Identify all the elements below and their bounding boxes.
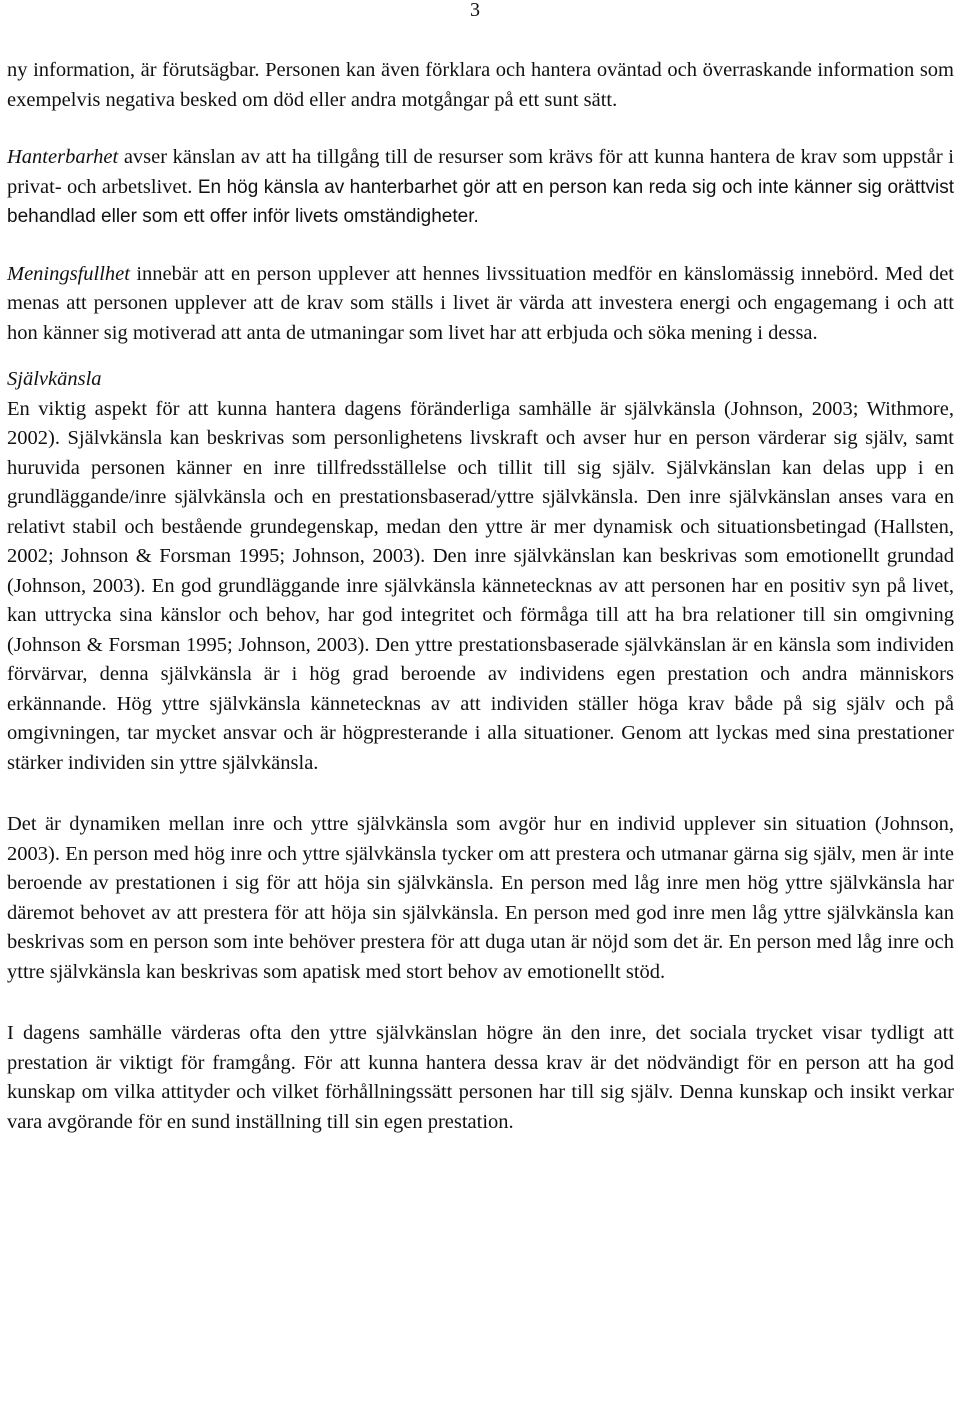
paragraph-hanterbarhet-sans-text: En hög känsla av hanterbarhet gör att en person kan reda sig och inte känner sig orättvist behandlad eller som ett offer inför livets omständigheter. bbox=[7, 176, 954, 227]
paragraph-hanterbarhet bbox=[7, 143, 954, 232]
section-heading-sjalvkansla: Självkänsla bbox=[7, 368, 102, 390]
term-hanterbarhet: Hanterbarhet bbox=[7, 146, 119, 168]
page-number: 3 bbox=[470, 0, 480, 21]
term-meningsfullhet: Meningsfullhet bbox=[7, 262, 130, 285]
paragraph-dynamik: Det är dynamiken mellan inre och yttre självkänsla som avgör hur en individ upplever sin situation (Johnson, 2003). En person med hög inre och yttre självkänsla tycker om att prestera och utmanar gärna sig själv, men är inte beroende av prestationen i sig för att höja sin självkänsla. En person med låg inre men hög yttre självkänsla har däremot behovet av att prestera för att höja sin självkänsla. En person med god inre men låg yttre självkänsla kan beskrivas som en person som inte behöver prestera för att duga utan är nöjd som det är. En person med låg inre och yttre självkänsla kan beskrivas som apatisk med stort behov av emotionellt stöd. bbox=[7, 813, 954, 983]
paragraph-sjalvkansla: En viktig aspekt för att kunna hantera dagens föränderliga samhälle är självkänsla (Johnson, 2003; Withmore, 2002). Självkänsla kan beskrivas som personlighetens livskraft och avser hur en person värderar sig själv, samt huruvida personen känner en inre tillfredsställelse och tillit till sig själv. Självkänslan kan delas upp i en grundläggande/inre självkänsla och en prestationsbaserad/yttre självkänsla. Den inre självkänslan anses vara en relativt stabil och bestående grundegenskap, medan den yttre är mer dynamisk och situationsbetingad (Hallsten, 2002; Johnson & Forsman 1995; Johnson, 2003). Den inre självkänslan kan beskrivas som emotionellt grundad (Johnson, 2003). En god grundläggande inre självkänsla kännetecknas av att personen har en positiv syn på livet, kan uttrycka sina känslor och behov, har god integritet och förmåga till att ha bra relationer till sin omgivning (Johnson & Forsman 1995; Johnson, 2003). Den yttre prestationsbaserade självkänslan är en känsla som individen förvärvar, denna självkänsla är i hög grad beroende av individens egen prestation och andra människors erkännande. Hög yttre självkänsla kännetecknas av att individen ställer höga krav både på sig själv och på omgivningen, tar mycket ansvar och är högpresterande i alla situationer. Genom att lyckas med sina prestationer stärker individen sin yttre självkänsla. bbox=[7, 397, 954, 774]
paragraph-hanterbarhet-text: avser känslan av att ha tillgång till de resurser som krävs för att kunna hantera de krav som uppstår i privat- och arbetslivet. bbox=[7, 146, 954, 198]
document-body bbox=[7, 56, 954, 1137]
paragraph-information: ny information, är förutsägbar. Personen kan även förklara och hantera oväntad och överraskande information som exempelvis negativa besked om död eller andra motgångar på ett sunt sätt. bbox=[7, 59, 954, 111]
paragraph-meningsfullhet-text: innebär att en person upplever att hennes livssituation medför en känslomässig innebörd. Med det menas att personen upplever att de krav som ställs i livet är värda att investera energi och engagemang i och att hon känner sig motiverad att anta de utmaningar som livet har att erbjuda och söka mening i dessa. bbox=[7, 262, 954, 344]
paragraph-meningsfullhet bbox=[7, 260, 954, 349]
paragraph-samhalle: I dagens samhälle värderas ofta den yttre självkänslan högre än den inre, det sociala trycket visar tydligt att prestation är viktigt för framgång. För att kunna hantera dessa krav är det nödvändigt för en person att ha god kunskap om vilka attityder och vilket förhållningssätt personen har till sig själv. Denna kunskap och insikt verkar vara avgörande för en sund inställning till sin egen prestation. bbox=[7, 1022, 954, 1133]
